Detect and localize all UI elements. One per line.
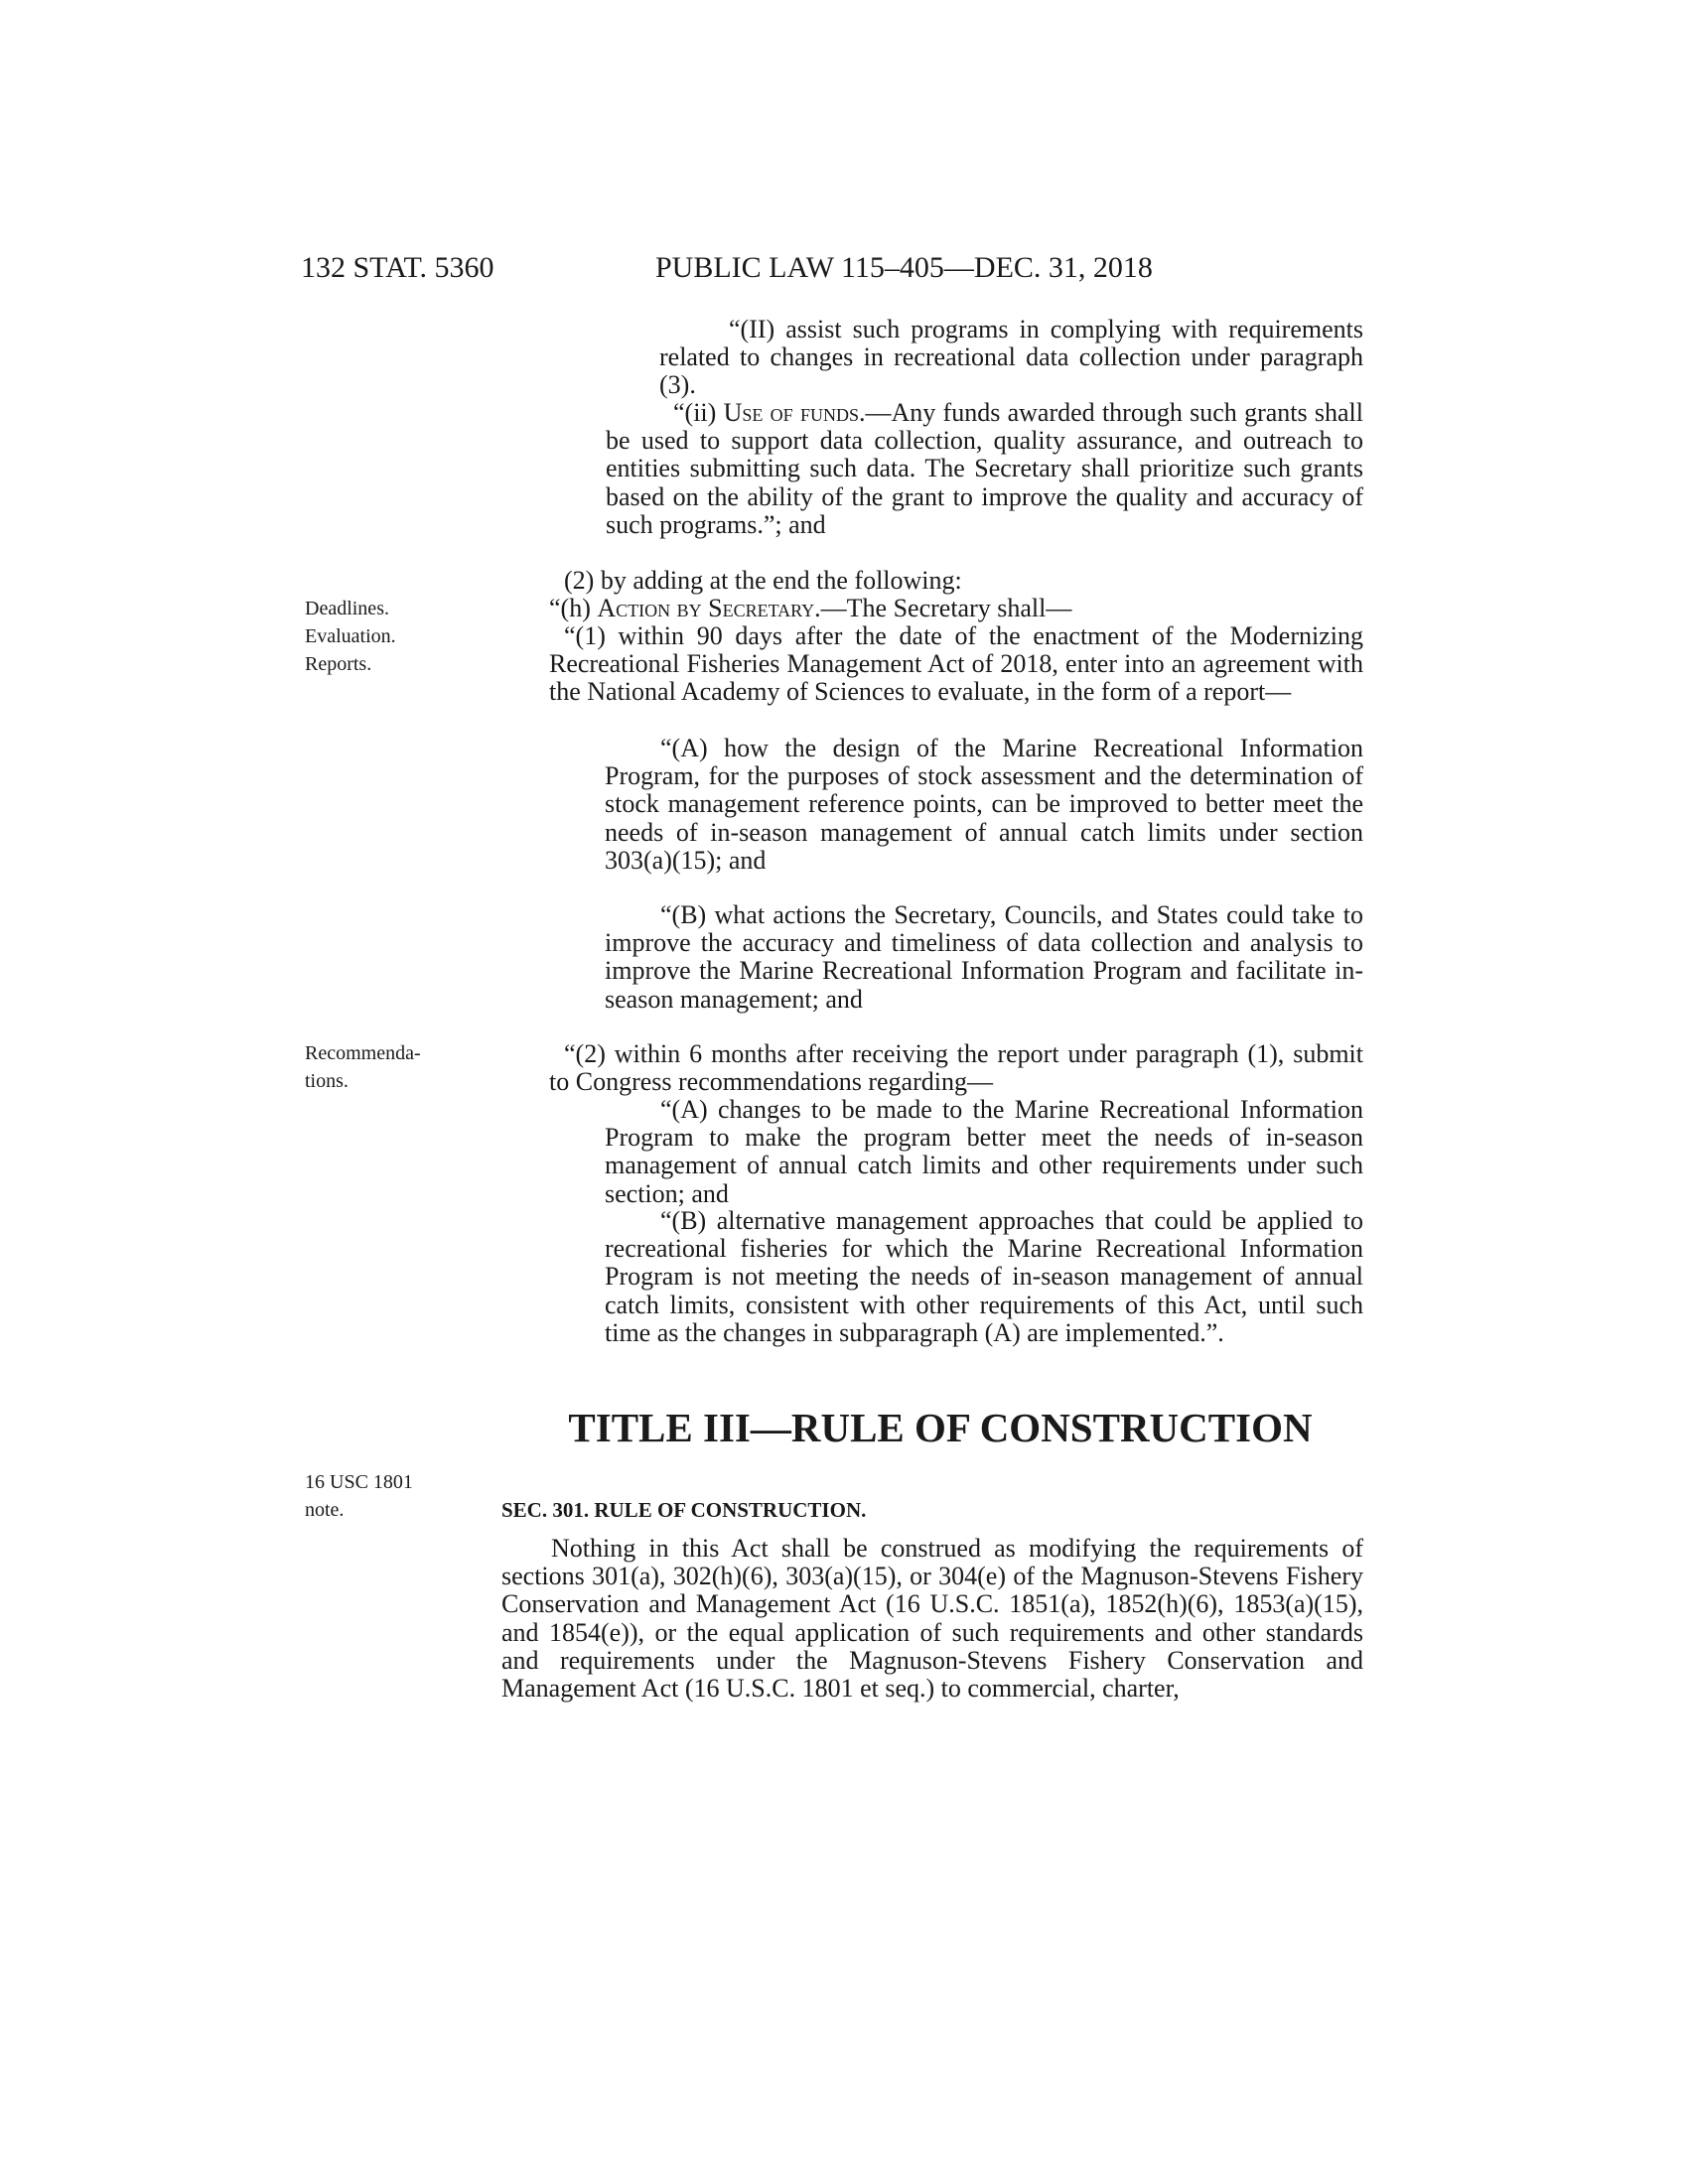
paragraph-h2-A: “(A) changes to be made to the Marine Recreational Information Program to make the program better meet the needs of in-season management of annual catch limits and other requirements under such section; and [605, 1095, 1363, 1208]
paragraph-ii-use-of-funds [606, 399, 1363, 539]
paragraph-II: “(II) assist such programs in complying with requirements related to changes in recreational data collection under paragraph (3). [659, 315, 1363, 400]
margin-note-usc-line2: note. [305, 1499, 345, 1521]
section-301-heading: SEC. 301. RULE OF CONSTRUCTION. [501, 1498, 867, 1522]
paragraph-ii-prefix: “(ii) [673, 398, 724, 427]
paragraph-h1: “(1) within 90 days after the date of the enactment of the Modernizing Recreational Fisheries Management Act of 2018, enter into an agreement with the National Academy of Sciences to evaluate, in the form of a report— [549, 621, 1363, 707]
margin-note-reports: Reports. [305, 653, 372, 675]
paragraph-2-adding: (2) by adding at the end the following: [564, 566, 962, 595]
paragraph-h-text: .—The Secretary shall— [814, 594, 1072, 622]
paragraph-h-heading: Action by Secretary [597, 594, 815, 622]
running-header-title: PUBLIC LAW 115–405—DEC. 31, 2018 [655, 251, 1153, 284]
paragraph-h1-A: “(A) how the design of the Marine Recreational Information Program, for the purposes of stock assessment and the determination of stock management reference points, can be improved to better meet the needs of in-season management of annual catch limits under section 303(a)(15); and [605, 734, 1363, 875]
stat-page-number: 132 STAT. 5360 [301, 251, 494, 284]
margin-note-recommendations-line1: Recommenda- [305, 1042, 421, 1064]
margin-note-usc-line1: 16 USC 1801 [305, 1471, 413, 1493]
section-301-text: Nothing in this Act shall be construed as modifying the requirements of sections 301(a), 302(h)(6), 303(a)(15), or 304(e) of the Magnuson-Stevens Fishery Conservation and Management Act (16 U.S.C. 1851(a), 1852(h)(6), 1853(a)(15), and 1854(e)), or the equal application of such requirements and other standards and requirements under the Magnuson-Stevens Fishery Conservation and Management Act (16 U.S.C. 1801 et seq.) to commercial, charter, [501, 1534, 1363, 1704]
margin-note-usc-citation [305, 1468, 454, 1524]
margin-note-recommendations-line2: tions. [305, 1070, 349, 1092]
margin-note-recommendations [305, 1039, 454, 1095]
paragraph-h-prefix: “(h) [549, 594, 598, 622]
paragraph-ii-heading: Use of funds [723, 398, 859, 427]
paragraph-h2: “(2) within 6 months after receiving the report under paragraph (1), submit to Congress recommendations regarding— [549, 1039, 1363, 1097]
paragraph-h2-B: “(B) alternative management approaches that could be applied to recreational fisheries for which the Marine Recreational Information Program is not meeting the needs of in-season management of annual catch limits, consistent with other requirements of this Act, until such time as the changes in subparagraph (A) are implemented.”. [605, 1206, 1363, 1347]
title-iii-heading: TITLE III—RULE OF CONSTRUCTION [568, 1405, 1313, 1450]
paragraph-h1-B: “(B) what actions the Secretary, Councils, and States could take to improve the accuracy and timeliness of data collection and analysis to improve the Marine Recreational Information Program and facilitate in-season management; and [605, 900, 1363, 1014]
paragraph-ii-text: .—Any funds awarded through such grants shall be used to support data collection, quality assurance, and outreach to entities submitting such data. The Secretary shall prioritize such grants based on the ability of the grant to improve the quality and accuracy of such programs.”; and [606, 398, 1363, 539]
margin-note-deadlines: Deadlines. [305, 598, 389, 619]
margin-note-evaluation: Evaluation. [305, 625, 396, 647]
paragraph-h-action-by-secretary [549, 595, 1363, 622]
